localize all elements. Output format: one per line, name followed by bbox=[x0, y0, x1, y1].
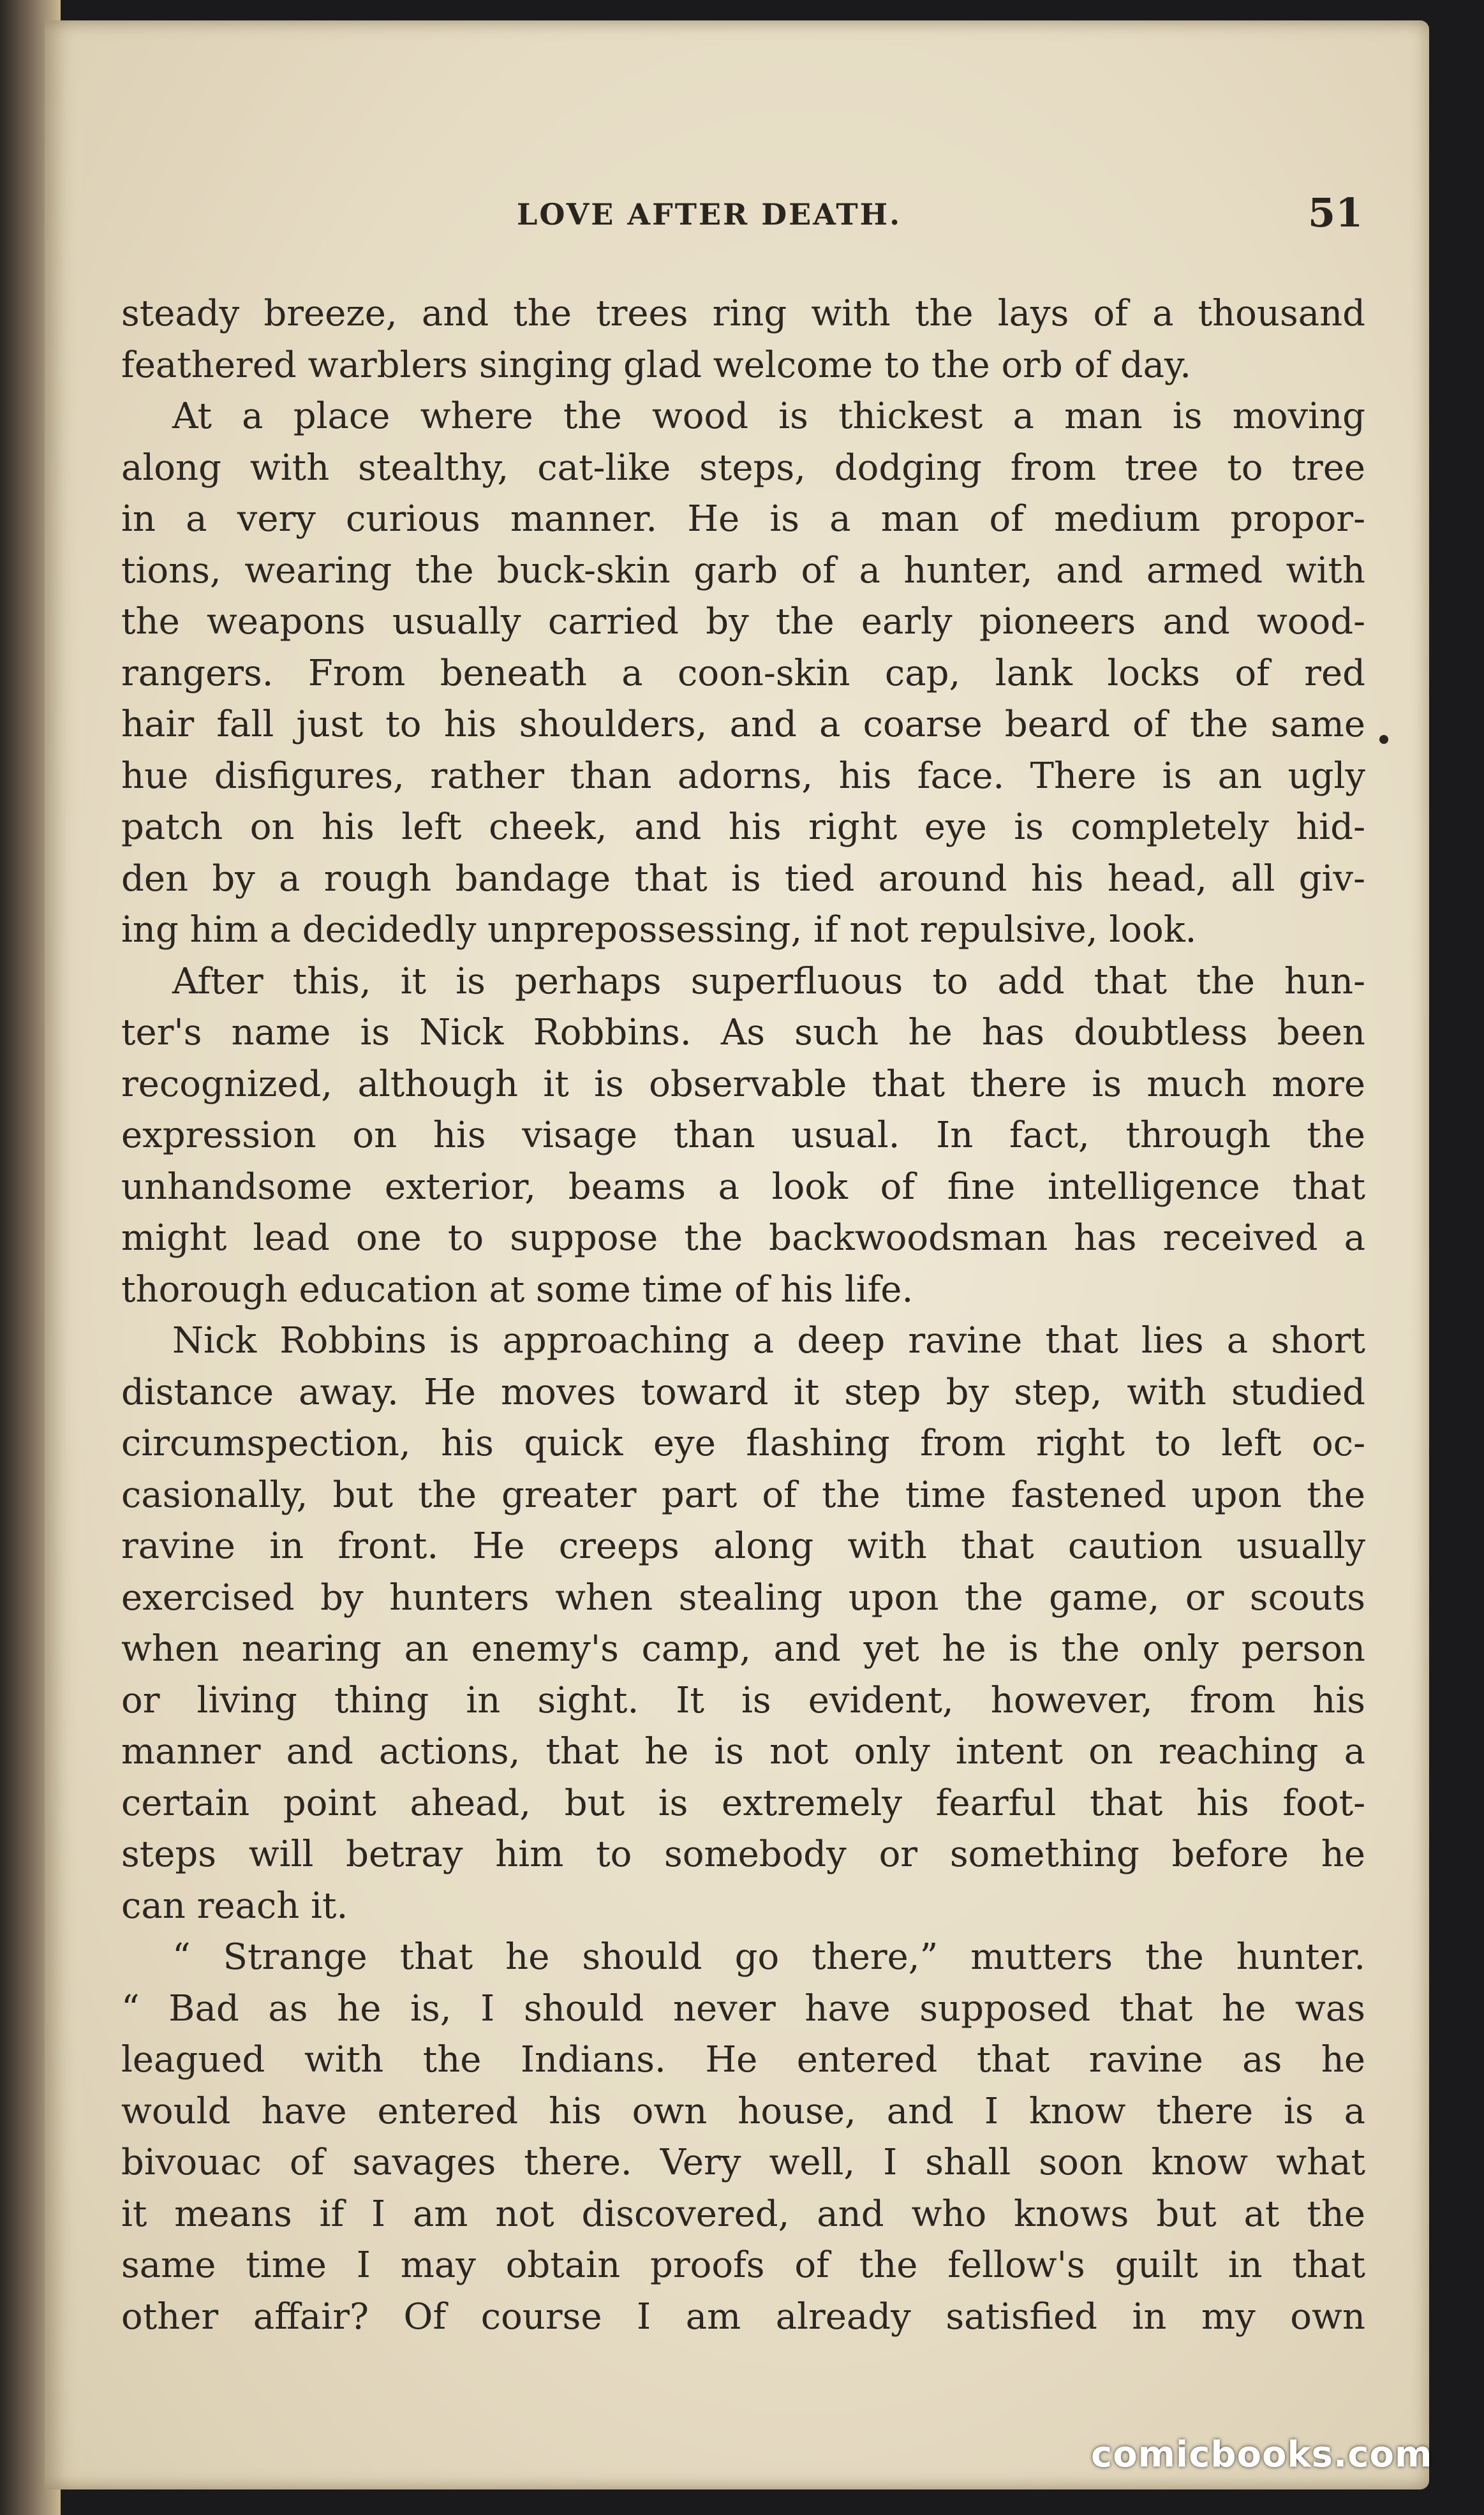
text-line: can reach it. bbox=[121, 1885, 348, 1927]
text-line: recognized, although it is observable that there is much more bbox=[121, 1063, 1365, 1105]
text-line: along with stealthy, cat-like steps, dodging from tree to tree bbox=[121, 447, 1365, 489]
text-line: expression on his visage than usual. In fact, through the bbox=[121, 1115, 1365, 1156]
text-line: certain point ahead, but is extremely fearful that his foot- bbox=[121, 1782, 1365, 1824]
text-line: or living thing in sight. It is evident, however, from his bbox=[121, 1679, 1365, 1721]
body-text bbox=[121, 288, 1365, 2343]
text-line: feathered warblers singing glad welcome to the orb of day. bbox=[121, 344, 1192, 386]
text-line: ter's name is Nick Robbins. As such he has doubtless been bbox=[121, 1012, 1365, 1053]
text-line: ing him a decidedly unprepossessing, if not repulsive, look. bbox=[121, 909, 1197, 951]
text-line: ravine in front. He creeps along with that caution usually bbox=[121, 1525, 1365, 1567]
text-line: manner and actions, that he is not only intent on reaching a bbox=[121, 1731, 1365, 1772]
text-line: steady breeze, and the trees ring with the lays of a thousand bbox=[121, 293, 1365, 334]
text-line: bivouac of savages there. Very well, I shall soon know what bbox=[121, 2142, 1365, 2183]
text-line: other affair? Of course I am already satisfied in my own bbox=[121, 2296, 1365, 2338]
book-page bbox=[45, 20, 1429, 2489]
text-line: “ Strange that he should go there,” mutters the hunter. bbox=[172, 1936, 1365, 1978]
text-line: leagued with the Indians. He entered that ravine as he bbox=[121, 2039, 1365, 2081]
text-line: the weapons usually carried by the early pioneers and wood- bbox=[121, 601, 1365, 642]
page-header bbox=[45, 189, 1429, 241]
text-line: “ Bad as he is, I should never have supposed that he was bbox=[121, 1987, 1365, 2029]
text-line: it means if I am not discovered, and who knows but at the bbox=[121, 2193, 1365, 2235]
text-line: unhandsome exterior, beams a look of fine intelligence that bbox=[121, 1166, 1365, 1208]
text-line: would have entered his own house, and I know there is a bbox=[121, 2090, 1365, 2132]
text-line: distance away. He moves toward it step by step, with studied bbox=[121, 1371, 1365, 1413]
text-line: thorough education at some time of his life. bbox=[121, 1268, 914, 1310]
text-line: After this, it is perhaps superfluous to add that the hun- bbox=[172, 960, 1365, 1002]
watermark-logo: comicbooks.com bbox=[1091, 2434, 1433, 2475]
text-line: rangers. From beneath a coon-skin cap, lank locks of red bbox=[121, 652, 1365, 694]
page-number: 51 bbox=[1308, 189, 1363, 236]
text-line: casionally, but the greater part of the time fastened upon the bbox=[121, 1474, 1365, 1516]
text-line: exercised by hunters when stealing upon the game, or scouts bbox=[121, 1577, 1365, 1619]
text-line: Nick Robbins is approaching a deep ravine that lies a short bbox=[172, 1320, 1365, 1361]
text-line: circumspection, his quick eye flashing from right to left oc- bbox=[121, 1423, 1365, 1464]
text-line: same time I may obtain proofs of the fellow's guilt in that bbox=[121, 2244, 1365, 2286]
ink-mark bbox=[1379, 735, 1388, 744]
text-line: hair fall just to his shoulders, and a coarse beard of the same bbox=[121, 704, 1365, 745]
text-line: den by a rough bandage that is tied around his head, all giv- bbox=[121, 857, 1365, 900]
text-line: At a place where the wood is thickest a man is moving bbox=[172, 396, 1365, 437]
text-line: in a very curious manner. He is a man of medium propor- bbox=[121, 498, 1365, 540]
text-line: might lead one to suppose the backwoodsman has received a bbox=[121, 1217, 1365, 1259]
text-line: tions, wearing the buck-skin garb of a hunter, and armed with bbox=[121, 549, 1365, 591]
running-title: LOVE AFTER DEATH. bbox=[517, 197, 902, 232]
text-line: patch on his left cheek, and his right eye is completely hid- bbox=[121, 806, 1365, 848]
text-line: when nearing an enemy's camp, and yet he is the only person bbox=[121, 1628, 1365, 1670]
text-line: steps will betray him to somebody or something before he bbox=[121, 1834, 1365, 1875]
text-line: hue disfigures, rather than adorns, his face. There is an ugly bbox=[121, 755, 1365, 797]
